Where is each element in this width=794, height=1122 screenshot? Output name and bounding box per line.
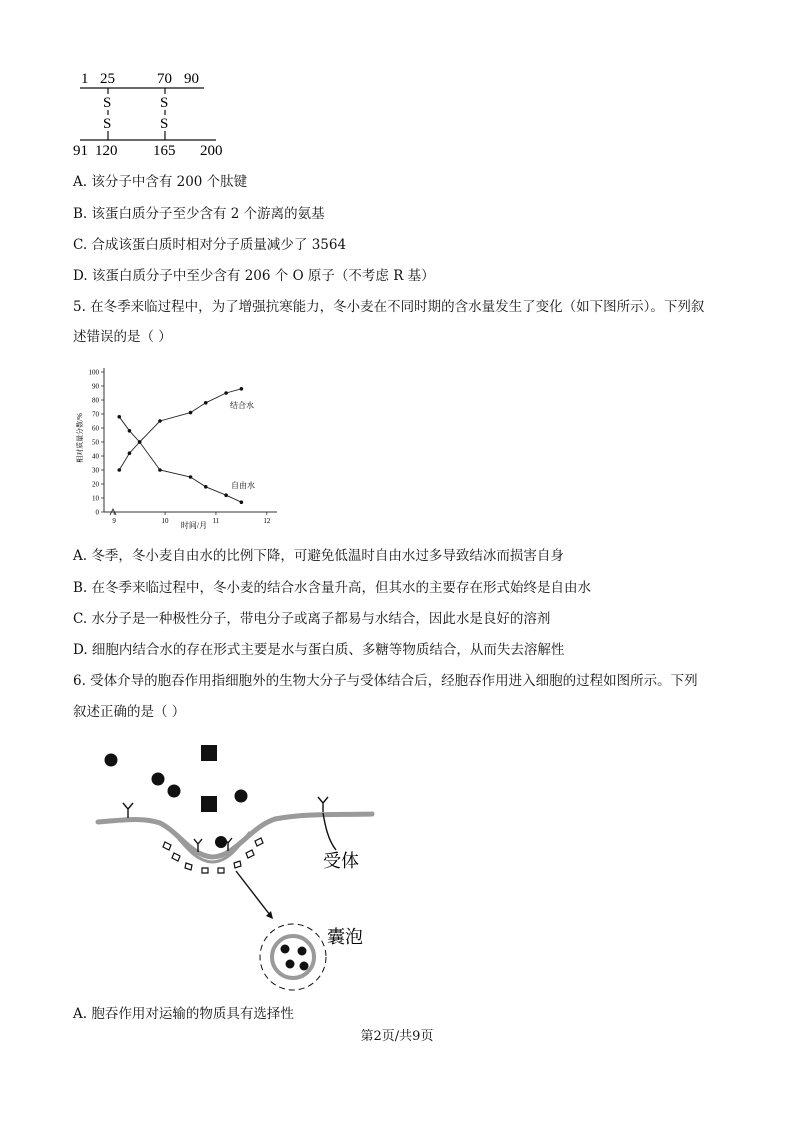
macromolecule-circle [152, 773, 165, 786]
y-tick-label: 40 [92, 452, 99, 461]
receptor-leader-line [323, 813, 336, 850]
bound-macromolecule [215, 836, 227, 848]
data-point [117, 415, 121, 419]
page-footer: 第2页/共9页 [360, 1029, 434, 1044]
sulfur-1b: S [103, 116, 112, 132]
data-point [204, 485, 208, 489]
macromolecule-circle [168, 785, 181, 798]
num-25: 25 [100, 71, 115, 87]
data-point [128, 429, 132, 433]
x-tick-label: 11 [212, 517, 220, 525]
data-point [189, 411, 193, 415]
series-line-0 [119, 389, 241, 470]
sulfur-2a: S [160, 95, 169, 111]
data-point [224, 493, 228, 497]
y-tick-label: 30 [92, 466, 99, 475]
q4-option-d: D. 该蛋白质分子中至少含有 206 个 O 原子（不考虑 R 基） [73, 268, 435, 284]
x-tick-label: 9 [112, 517, 116, 525]
data-point [189, 475, 193, 479]
q4-option-a: A. 该分子中含有 200 个肽键 [73, 174, 248, 190]
x-tick-label: 10 [161, 517, 169, 525]
chart-xlabel: 时间/月 [180, 521, 208, 530]
macromolecule-square [201, 745, 217, 761]
num-1: 1 [81, 71, 89, 87]
y-tick-label: 0 [95, 508, 99, 517]
macromolecule-square [201, 796, 217, 812]
data-point [204, 401, 208, 405]
peptide-diagram [70, 64, 240, 162]
macromolecule-circle [105, 754, 118, 767]
y-tick-label: 90 [92, 382, 99, 391]
data-point [158, 419, 162, 423]
vesicle-cargo [298, 947, 307, 956]
q5-stem-line2: 述错误的是（ ） [73, 329, 172, 345]
vesicle-outer [260, 924, 326, 990]
num-165: 165 [153, 143, 176, 159]
q5-option-a: A. 冬季，冬小麦自由水的比例下降，可避免低温时自由水过多导致结冰而损害自身 [73, 548, 564, 564]
y-tick-label: 20 [92, 480, 99, 489]
y-tick-label: 50 [92, 438, 99, 447]
vesicle-membrane [272, 936, 314, 978]
q4-option-c: C. 合成该蛋白质时相对分子质量减少了 3564 [73, 237, 347, 253]
vesicle-cargo [300, 962, 309, 971]
y-tick-label: 60 [92, 424, 99, 433]
data-point [240, 387, 244, 391]
vesicle-cargo [286, 960, 295, 969]
q5-option-c: C. 水分子是一种极性分子，带电分子或离子都易与水结合，因此水是良好的溶剂 [73, 611, 551, 627]
sulfur-2b: S [160, 116, 169, 132]
arrow-line [236, 871, 270, 915]
y-tick-label: 70 [92, 410, 99, 419]
q5-option-b: B. 在冬季来临过程中，冬小麦的结合水含量升高，但其水的主要存在形式始终是自由水 [73, 580, 592, 596]
series-label-free: 自由水 [231, 481, 255, 490]
endocytosis-diagram [90, 735, 390, 1000]
series-label-bound: 结合水 [230, 401, 254, 410]
water-content-chart [72, 360, 287, 532]
num-200: 200 [200, 143, 223, 159]
num-91: 91 [73, 143, 88, 159]
q5-option-d: D. 细胞内结合水的存在形式主要是水与蛋白质、多糖等物质结合，从而失去溶解性 [73, 642, 565, 658]
y-tick-label: 100 [88, 368, 99, 377]
y-tick-label: 10 [92, 494, 99, 503]
y-tick-label: 80 [92, 396, 99, 405]
q5-stem-line1: 5. 在冬季来临过程中，为了增强抗寒能力，冬小麦在不同时期的含水量发生了变化（如下图所示）。下列叙 [73, 299, 705, 315]
macromolecule-circle [235, 790, 248, 803]
data-point [224, 391, 228, 395]
q4-option-b: B. 该蛋白质分子至少含有 2 个游离的氨基 [73, 206, 325, 222]
data-point [158, 468, 162, 472]
data-point [138, 440, 142, 444]
label-receptor: 受体 [323, 851, 359, 871]
data-point [240, 500, 244, 504]
num-70: 70 [157, 71, 172, 87]
x-tick-label: 12 [263, 517, 271, 525]
vesicle-cargo [281, 945, 290, 954]
series-line-1 [119, 417, 241, 502]
data-point [117, 468, 121, 472]
label-vesicle: 囊泡 [327, 927, 363, 947]
data-point [128, 451, 132, 455]
q6-stem-line2: 叙述正确的是（ ） [73, 704, 186, 720]
sulfur-1a: S [103, 95, 112, 111]
num-120: 120 [95, 143, 118, 159]
chart-ylabel: 相对质量分数/% [76, 413, 84, 463]
q6-stem-line1: 6. 受体介导的胞吞作用指细胞外的生物大分子与受体结合后，经胞吞作用进入细胞的过程如图所示。下列 [73, 673, 698, 689]
q6-option-a: A. 胞吞作用对运输的物质具有选择性 [73, 1006, 294, 1022]
num-90: 90 [184, 71, 199, 87]
